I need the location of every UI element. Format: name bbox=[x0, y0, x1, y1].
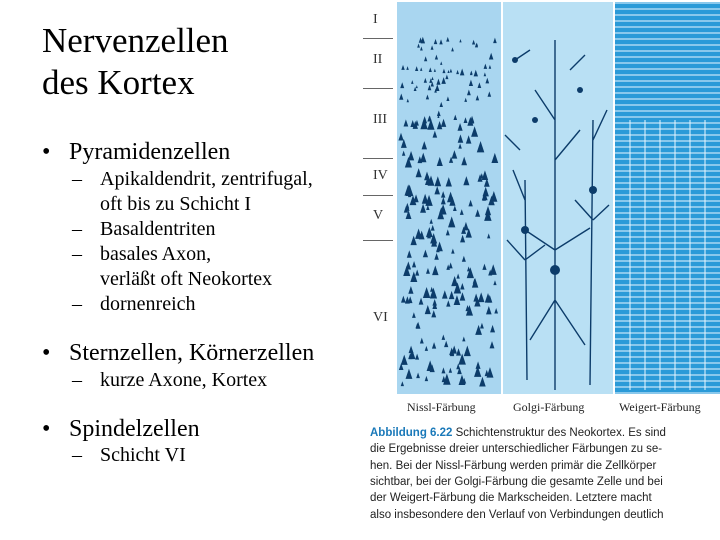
sub-text: kurze Axone, Kortex bbox=[100, 368, 268, 391]
sub-bullet bbox=[42, 368, 372, 393]
weigert-panel bbox=[615, 2, 720, 394]
golgi-panel bbox=[503, 2, 613, 394]
bullet-dot: • bbox=[42, 415, 51, 442]
caption-line: hen. Bei der Nissl-Färbung werden primär die Zellkörper bbox=[370, 459, 657, 472]
sub-text: Basaldentriten bbox=[100, 217, 216, 240]
layer-label-6: VI bbox=[373, 310, 388, 325]
caption-line: die Ergebnisse dreier unterschiedlicher Färbungen zu se- bbox=[370, 443, 663, 456]
layer-divider bbox=[363, 240, 393, 241]
layer-divider bbox=[363, 158, 393, 159]
sub-bullet bbox=[42, 167, 372, 192]
layer-label-5: V bbox=[373, 208, 384, 223]
layer-divider bbox=[363, 195, 393, 196]
dash: – bbox=[72, 217, 82, 240]
layer-label-4: IV bbox=[373, 168, 388, 183]
bullet-text: Pyramidenzellen bbox=[69, 139, 231, 165]
sub-bullet bbox=[42, 242, 372, 267]
stain-label-nissl: Nissl-Färbung bbox=[407, 400, 476, 414]
dash: – bbox=[72, 444, 82, 467]
caption-line: der Weigert-Färbung die Markscheiden. Letztere macht bbox=[370, 492, 652, 505]
sub-text: dornenreich bbox=[100, 292, 196, 315]
bullet-text: Spindelzellen bbox=[69, 415, 200, 442]
dash: – bbox=[72, 242, 82, 265]
bullet-dot: • bbox=[42, 139, 51, 165]
title-line-1: Nervenzellen bbox=[42, 21, 229, 60]
sub-bullet bbox=[42, 217, 372, 242]
bullet-dot: • bbox=[42, 339, 51, 366]
caption-line: also insbesondere den Verlauf von Verbindungen deutlich bbox=[370, 508, 664, 521]
title-line-2: des Kortex bbox=[42, 63, 195, 102]
staining-panels bbox=[395, 0, 720, 395]
caption-line: sichtbar, bei der Golgi-Färbung die gesamte Zelle und bei bbox=[370, 475, 663, 488]
caption-label: Abbildung 6.22 bbox=[370, 427, 453, 439]
layer-divider bbox=[363, 88, 393, 89]
layer-label-1: I bbox=[373, 12, 378, 27]
bullet-pyramidal bbox=[42, 138, 372, 167]
stain-label-golgi: Golgi-Färbung bbox=[513, 400, 585, 414]
caption-text: Schichtenstruktur des Neokortex. Es sind bbox=[455, 427, 666, 439]
slide-title bbox=[42, 20, 229, 104]
bullet-spindle bbox=[42, 415, 372, 444]
dash: – bbox=[72, 292, 82, 315]
sub-bullet-cont bbox=[42, 192, 372, 217]
bullet-stellate bbox=[42, 339, 372, 368]
layer-label-3: III bbox=[373, 112, 387, 127]
figure-caption bbox=[370, 425, 720, 523]
bullet-text: Sternzellen, Körnerzellen bbox=[69, 339, 315, 366]
layer-divider bbox=[363, 38, 393, 39]
sub-text: basales Axon, bbox=[100, 242, 212, 265]
sub-bullet-cont bbox=[42, 267, 372, 292]
dash: – bbox=[72, 368, 82, 391]
stain-label-weigert: Weigert-Färbung bbox=[619, 400, 701, 414]
cortex-figure bbox=[363, 0, 720, 540]
sub-bullet bbox=[42, 292, 372, 317]
sub-text: verläßt oft Neokortex bbox=[100, 267, 273, 290]
layer-label-2: II bbox=[373, 52, 383, 67]
sub-text: oft bis zu Schicht I bbox=[100, 192, 252, 215]
sub-text: Apikaldendrit, zentrifugal, bbox=[100, 167, 313, 190]
bullet-list bbox=[42, 130, 372, 468]
caption-line bbox=[370, 425, 720, 441]
dash: – bbox=[72, 167, 82, 190]
sub-bullet bbox=[42, 443, 372, 468]
sub-text: Schicht VI bbox=[100, 444, 186, 467]
